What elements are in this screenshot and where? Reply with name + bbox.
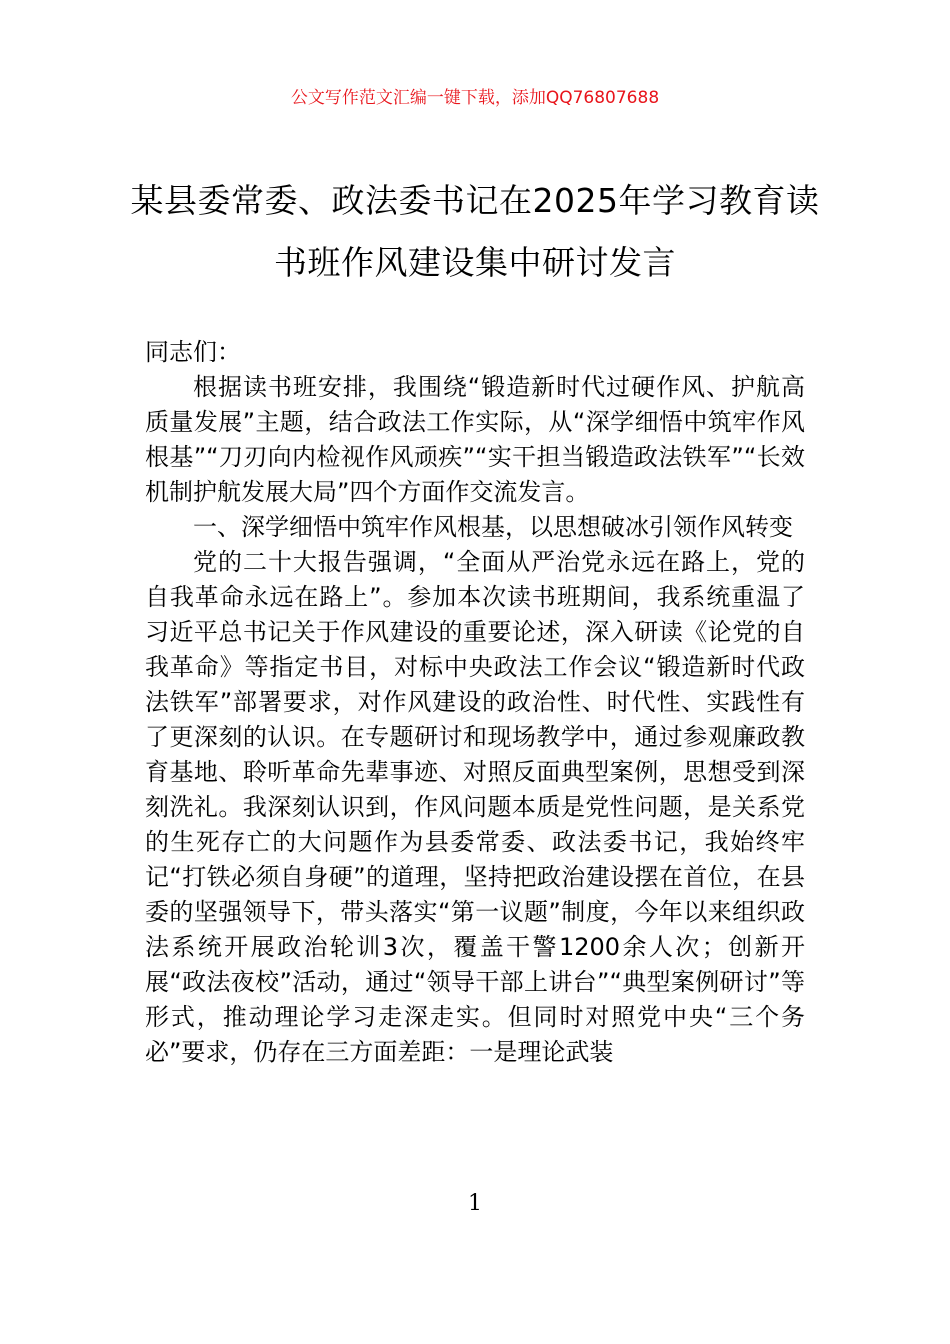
section-heading: 一、深学细悟中筑牢作风根基，以思想破冰引领作风转变 [193, 513, 793, 541]
intro-paragraph: 根据读书班安排，我围绕“锻造新时代过硬作风、护航高质量发展”主题，结合政法工作实际，从“深学细悟中筑牢作风根基”“刀刃向内检视作风顽疾”“实干担当锻造政法铁军”“长效机制护航发展大局”四个方面作交流发言。 [145, 373, 805, 506]
document-body [145, 335, 805, 1070]
document-title: 某县委常委、政法委书记在2025年学习教育读书班作风建设集中研讨发言 [130, 181, 820, 282]
salutation: 同志们： [145, 338, 241, 366]
page-number: 1 [468, 1191, 482, 1216]
body-paragraph: 党的二十大报告强调，“全面从严治党永远在路上，党的自我革命永远在路上”。参加本次读书班期间，我系统重温了习近平总书记关于作风建设的重要论述，深入研读《论党的自我革命》等指定书目，对标中央政法工作会议“锻造新时代政法铁军”部署要求，对作风建设的政治性、时代性、实践性有了更深刻的认识。在专题研讨和现场教学中，通过参观廉政教育基地、聆听革命先辈事迹、对照反面典型案例，思想受到深刻洗礼。我深刻认识到，作风问题本质是党性问题，是关系党的生死存亡的大问题作为县委常委、政法委书记，我始终牢记“打铁必须自身硬”的道理，坚持把政治建设摆在首位，在县委的坚强领导下，带头落实“第一议题”制度，今年以来组织政法系统开展政治轮训3次，覆盖干警1200余人次；创新开展“政法夜校”活动，通过“领导干部上讲台”“典型案例研讨”等形式，推动理论学习走深走实。但同时对照党中央“三个务必”要求，仍存在三方面差距：一是理论武装 [145, 548, 805, 1066]
download-watermark: 公文写作范文汇编一键下载，添加QQ76807688 [290, 88, 660, 108]
